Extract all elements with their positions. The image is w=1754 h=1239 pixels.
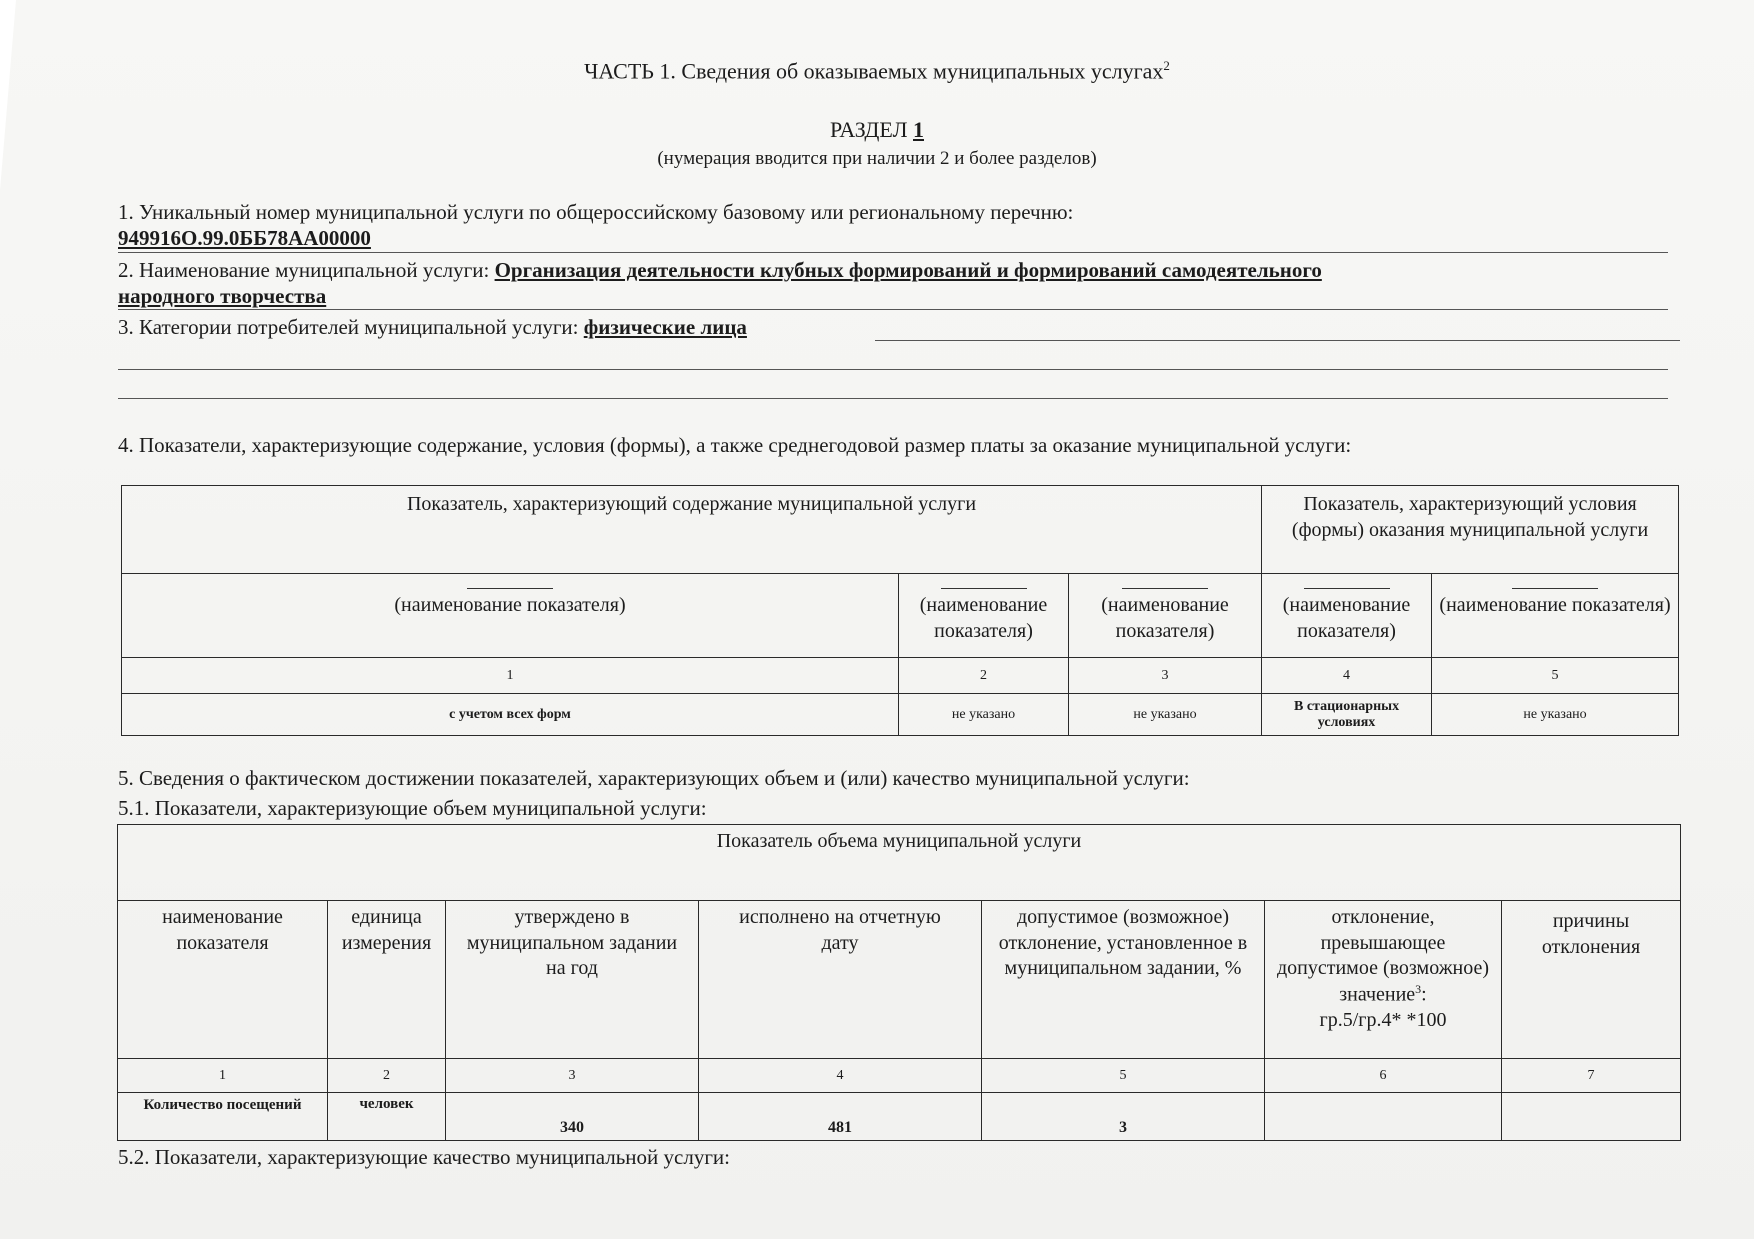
table-cell: исполнено на отчетную дату xyxy=(699,901,982,1059)
content-indicator-header: Показатель, характеризующий содержание муниципальной услуги xyxy=(122,486,1262,574)
volume-indicator-header: Показатель объема муниципальной услуги xyxy=(118,825,1681,901)
table-cell xyxy=(1265,1093,1502,1141)
fill-line xyxy=(118,398,1668,399)
table-cell xyxy=(1265,901,1502,1059)
part-title xyxy=(0,58,1754,84)
column-number: 1 xyxy=(118,1059,328,1093)
table-cell xyxy=(1262,574,1432,658)
conditions-indicator-header xyxy=(1262,486,1679,574)
table-row xyxy=(118,901,1681,1059)
section-5-title: 5. Сведения о фактическом достижении показателей, характеризующих объем и (или) качество муниципальной услуги: xyxy=(118,766,1190,790)
field-1-value: 949916О.99.0ББ78АА00000 xyxy=(118,226,371,250)
conditions-indicator-text: Показатель, характеризующий условия (формы) оказания муниципальной услуги xyxy=(1291,493,1649,541)
column-number: 1 xyxy=(122,658,899,694)
deviation-colon: : xyxy=(1421,983,1427,1006)
table-cell xyxy=(899,574,1069,658)
section-note: (нумерация вводится при наличии 2 и более разделов) xyxy=(657,148,1097,169)
table-row xyxy=(118,825,1681,901)
blank-line xyxy=(1122,588,1208,589)
section-title xyxy=(0,117,1754,143)
table-cell xyxy=(1069,574,1262,658)
table-cell: наименование показателя xyxy=(118,901,328,1059)
blank-line xyxy=(467,588,553,589)
blank-line xyxy=(1304,588,1390,589)
column-number: 3 xyxy=(1069,658,1262,694)
table-cell xyxy=(1502,1093,1681,1141)
field-2-value-cont: народного творчества xyxy=(118,284,327,308)
section-5-2-title: 5.2. Показатели, характеризующие качество муниципальной услуги: xyxy=(118,1145,731,1169)
fill-line xyxy=(118,369,1668,370)
field-2-label: 2. Наименование муниципальной услуги: xyxy=(118,258,490,282)
service-volume-table xyxy=(117,824,1681,1141)
section-label: РАЗДЕЛ xyxy=(829,117,908,142)
table-cell: не указано xyxy=(1432,694,1679,736)
table-cell: В стационарных условиях xyxy=(1262,694,1432,736)
fill-line xyxy=(118,309,1668,310)
column-number: 5 xyxy=(1432,658,1679,694)
table-row xyxy=(118,1093,1681,1141)
fill-line xyxy=(118,252,1668,253)
indicator-name-caption: (наименование показателя) xyxy=(394,594,626,616)
column-number: 5 xyxy=(982,1059,1265,1093)
table-cell: с учетом всех форм xyxy=(122,694,899,736)
column-number: 2 xyxy=(899,658,1069,694)
table-row xyxy=(122,486,1679,574)
table-row xyxy=(122,658,1679,694)
table-cell: 3 xyxy=(982,1093,1265,1141)
indicator-name-caption: (наименование показателя) xyxy=(919,594,1048,642)
part-title-footnote: 2 xyxy=(1163,58,1170,73)
deviation-caption: отклонение, превышающее допустимое (возможное) значение xyxy=(1276,906,1490,1006)
field-3 xyxy=(118,315,747,340)
column-number: 6 xyxy=(1265,1059,1502,1093)
table-cell: причины отклонения xyxy=(1502,901,1681,1059)
deviation-footnote: 3 xyxy=(1415,981,1422,996)
field-3-label: 3. Категории потребителей муниципальной услуги: xyxy=(118,315,579,339)
column-number: 4 xyxy=(1262,658,1432,694)
column-number: 7 xyxy=(1502,1059,1681,1093)
table-cell xyxy=(1432,574,1679,658)
blank-line xyxy=(1512,588,1598,589)
column-number: 2 xyxy=(328,1059,446,1093)
blank-line xyxy=(941,588,1027,589)
section-5-1-title: 5.1. Показатели, характеризующие объем муниципальной услуги: xyxy=(118,796,707,820)
field-2-value: Организация деятельности клубных формирований и формирований самодеятельного xyxy=(494,258,1322,282)
indicator-name-caption: (наименование показателя) xyxy=(1282,594,1411,642)
table-row xyxy=(118,1059,1681,1093)
service-content-table xyxy=(121,485,1679,736)
table-cell: единица измерения xyxy=(328,901,446,1059)
column-number: 3 xyxy=(446,1059,699,1093)
column-number: 4 xyxy=(699,1059,982,1093)
field-4-label: 4. Показатели, характеризующие содержание, условия (формы), а также среднегодовой размер платы за оказание муниципальной услуги: xyxy=(118,433,1352,457)
table-cell: человек xyxy=(328,1093,446,1141)
field-2 xyxy=(118,258,1322,283)
table-cell: 340 xyxy=(446,1093,699,1141)
field-1-label: 1. Уникальный номер муниципальной услуги по общероссийскому базовому или региональному перечню: xyxy=(118,200,1074,224)
table-row xyxy=(122,694,1679,736)
table-row xyxy=(122,574,1679,658)
table-cell: 481 xyxy=(699,1093,982,1141)
field-3-value: физические лица xyxy=(583,315,747,339)
table-cell: допустимое (возможное) отклонение, установленное в муниципальном задании, % xyxy=(982,901,1265,1059)
indicator-name-caption: (наименование показателя) xyxy=(1439,594,1671,616)
table-cell: не указано xyxy=(899,694,1069,736)
table-cell xyxy=(122,574,899,658)
indicator-name-caption: (наименование показателя) xyxy=(1101,594,1229,642)
section-number: 1 xyxy=(913,117,924,142)
table-cell: Количество посещений xyxy=(118,1093,328,1141)
part-title-text: ЧАСТЬ 1. Сведения об оказываемых муниципальных услугах xyxy=(584,58,1164,84)
deviation-formula: гр.5/гр.4* *100 xyxy=(1319,1009,1447,1032)
table-cell: не указано xyxy=(1069,694,1262,736)
table-cell: утверждено в муниципальном задании на год xyxy=(446,901,699,1059)
fill-line xyxy=(875,340,1680,341)
